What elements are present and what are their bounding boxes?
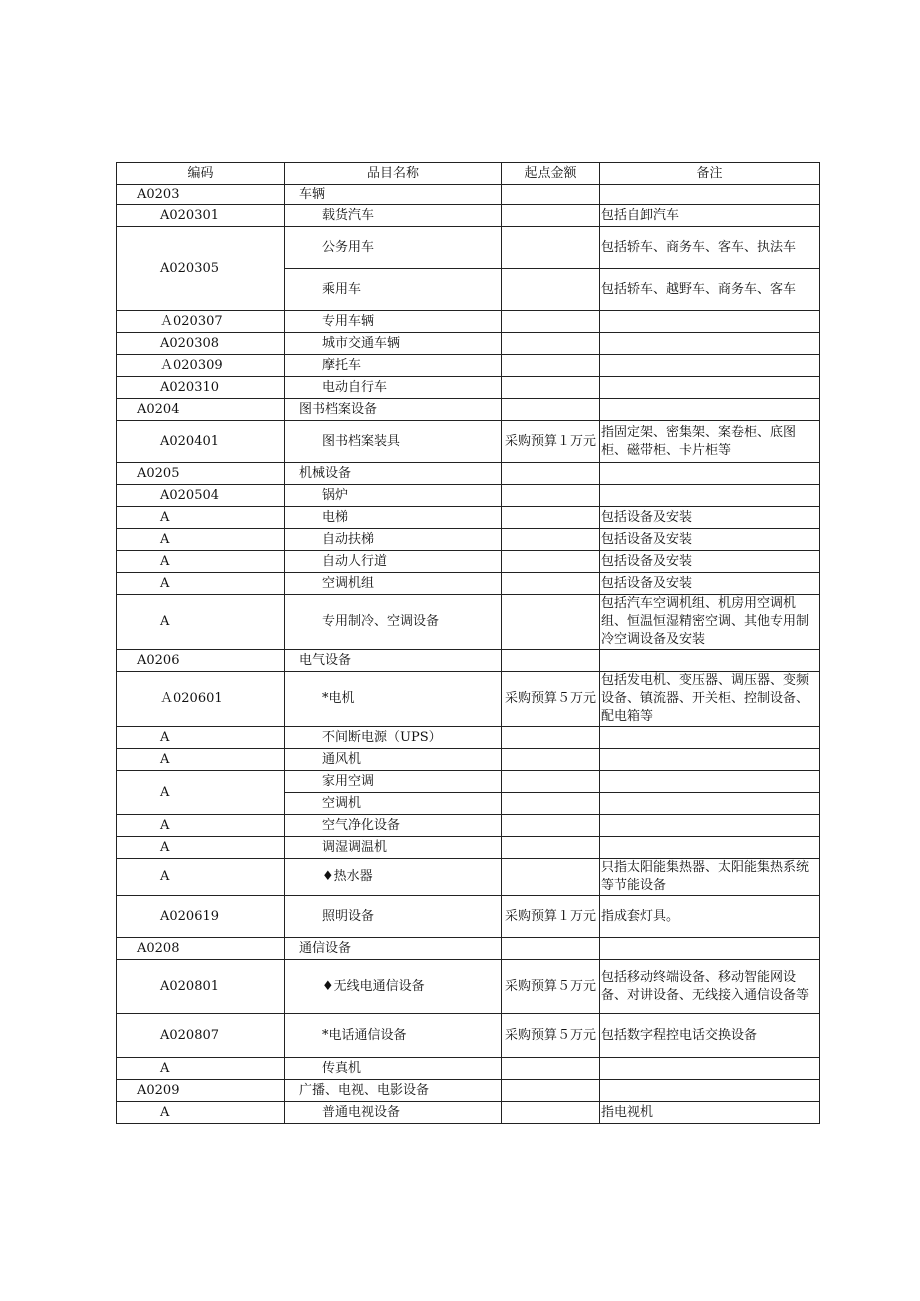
- cell-code: A: [117, 1058, 285, 1080]
- table-row: [117, 1014, 820, 1058]
- cell-amount: 采购预算１万元: [502, 896, 600, 938]
- cell-note: 只指太阳能集热器、太阳能集热系统等节能设备: [600, 859, 820, 896]
- cell-note: [600, 837, 820, 859]
- cell-code: A0204: [117, 399, 285, 421]
- cell-code: A0208: [117, 938, 285, 960]
- cell-note: [600, 355, 820, 377]
- cell-amount: [502, 595, 600, 650]
- cell-name: 公务用车: [285, 227, 502, 269]
- cell-name: 专用车辆: [285, 311, 502, 333]
- table-row: [117, 399, 820, 421]
- cell-name: 空调机组: [285, 573, 502, 595]
- cell-amount: 采购预算１万元: [502, 421, 600, 463]
- cell-amount: [502, 837, 600, 859]
- cell-code: A020301: [117, 205, 285, 227]
- cell-code: A: [117, 507, 285, 529]
- cell-note: [600, 650, 820, 672]
- table-row: [117, 1080, 820, 1102]
- table-row: [117, 1058, 820, 1080]
- cell-code: A0209: [117, 1080, 285, 1102]
- cell-note: 包括汽车空调机组、机房用空调机组、恒温恒湿精密空调、其他专用制冷空调设备及安装: [600, 595, 820, 650]
- header-amount: 起点金额: [502, 163, 600, 185]
- cell-amount: [502, 399, 600, 421]
- cell-amount: [502, 859, 600, 896]
- cell-code: A020401: [117, 421, 285, 463]
- cell-name: 普通电视设备: [285, 1102, 502, 1124]
- cell-name: 广播、电视、电影设备: [285, 1080, 502, 1102]
- cell-amount: [502, 1080, 600, 1102]
- cell-code: A: [117, 859, 285, 896]
- cell-amount: [502, 507, 600, 529]
- cell-code: A: [117, 837, 285, 859]
- cell-amount: [502, 333, 600, 355]
- table-row: [117, 333, 820, 355]
- cell-name: 图书档案装具: [285, 421, 502, 463]
- cell-code: A020807: [117, 1014, 285, 1058]
- cell-name: ♦热水器: [285, 859, 502, 896]
- cell-amount: [502, 1102, 600, 1124]
- cell-note: 包括自卸汽车: [600, 205, 820, 227]
- cell-note: [600, 793, 820, 815]
- header-name: 品目名称: [285, 163, 502, 185]
- cell-name: 通风机: [285, 749, 502, 771]
- cell-code: Ａ020601: [117, 672, 285, 727]
- cell-note: [600, 1080, 820, 1102]
- cell-amount: [502, 650, 600, 672]
- cell-code: A: [117, 727, 285, 749]
- cell-code: A020801: [117, 960, 285, 1014]
- cell-name: 专用制冷、空调设备: [285, 595, 502, 650]
- table-row: [117, 551, 820, 573]
- cell-code: A: [117, 551, 285, 573]
- cell-amount: [502, 377, 600, 399]
- cell-name: 乘用车: [285, 269, 502, 311]
- table-row: [117, 749, 820, 771]
- table-row: [117, 837, 820, 859]
- cell-note: [600, 727, 820, 749]
- cell-code: A020619: [117, 896, 285, 938]
- cell-amount: [502, 269, 600, 311]
- cell-name: *电话通信设备: [285, 1014, 502, 1058]
- table-row: [117, 205, 820, 227]
- cell-name: 载货汽车: [285, 205, 502, 227]
- cell-note: [600, 771, 820, 793]
- table-row: [117, 859, 820, 896]
- cell-code: A0205: [117, 463, 285, 485]
- cell-note: 包括设备及安装: [600, 507, 820, 529]
- cell-name: 调湿调温机: [285, 837, 502, 859]
- cell-amount: [502, 1058, 600, 1080]
- cell-name: 电动自行车: [285, 377, 502, 399]
- cell-note: [600, 463, 820, 485]
- cell-amount: [502, 227, 600, 269]
- table-row: [117, 938, 820, 960]
- table-row: [117, 727, 820, 749]
- table-row: [117, 185, 820, 205]
- cell-code: A: [117, 749, 285, 771]
- cell-code: A: [117, 771, 285, 815]
- cell-code: A: [117, 815, 285, 837]
- cell-name: ♦无线电通信设备: [285, 960, 502, 1014]
- cell-code: A020308: [117, 333, 285, 355]
- cell-name: 通信设备: [285, 938, 502, 960]
- table-row: [117, 896, 820, 938]
- cell-note: [600, 815, 820, 837]
- cell-name: 车辆: [285, 185, 502, 205]
- cell-name: 自动人行道: [285, 551, 502, 573]
- cell-amount: [502, 573, 600, 595]
- cell-note: [600, 333, 820, 355]
- table-row: [117, 485, 820, 507]
- cell-amount: 采购预算５万元: [502, 1014, 600, 1058]
- cell-note: 包括轿车、越野车、商务车、客车: [600, 269, 820, 311]
- cell-note: 包括设备及安装: [600, 529, 820, 551]
- cell-code: A: [117, 595, 285, 650]
- cell-name: 家用空调: [285, 771, 502, 793]
- cell-code: A: [117, 1102, 285, 1124]
- cell-name: 空气净化设备: [285, 815, 502, 837]
- cell-note: 包括设备及安装: [600, 551, 820, 573]
- cell-code: A0203: [117, 185, 285, 205]
- table-row: [117, 960, 820, 1014]
- cell-amount: 采购预算５万元: [502, 672, 600, 727]
- cell-note: [600, 399, 820, 421]
- cell-name: 城市交通车辆: [285, 333, 502, 355]
- cell-amount: [502, 205, 600, 227]
- cell-name: *电机: [285, 672, 502, 727]
- cell-note: [600, 485, 820, 507]
- table-row: [117, 421, 820, 463]
- cell-amount: [502, 485, 600, 507]
- cell-note: [600, 185, 820, 205]
- cell-name: 机械设备: [285, 463, 502, 485]
- cell-note: 包括设备及安装: [600, 573, 820, 595]
- cell-amount: [502, 793, 600, 815]
- table-row: [117, 377, 820, 399]
- cell-note: 指固定架、密集架、案卷柜、底图柜、磁带柜、卡片柜等: [600, 421, 820, 463]
- cell-amount: [502, 815, 600, 837]
- cell-note: 包括发电机、变压器、调压器、变频设备、镇流器、开关柜、控制设备、配电箱等: [600, 672, 820, 727]
- cell-code: Ａ020309: [117, 355, 285, 377]
- cell-amount: [502, 749, 600, 771]
- header-code: 编码: [117, 163, 285, 185]
- cell-name: 不间断电源（UPS）: [285, 727, 502, 749]
- cell-name: 照明设备: [285, 896, 502, 938]
- table-row: [117, 507, 820, 529]
- cell-name: 自动扶梯: [285, 529, 502, 551]
- cell-note: 指电视机: [600, 1102, 820, 1124]
- table-row: [117, 672, 820, 727]
- cell-name: 摩托车: [285, 355, 502, 377]
- table-row: [117, 595, 820, 650]
- table-row: [117, 463, 820, 485]
- table-row: [117, 529, 820, 551]
- cell-name: 图书档案设备: [285, 399, 502, 421]
- cell-code: A020305: [117, 227, 285, 311]
- table-row: [117, 355, 820, 377]
- cell-amount: [502, 727, 600, 749]
- cell-name: 锅炉: [285, 485, 502, 507]
- cell-amount: [502, 355, 600, 377]
- cell-note: [600, 377, 820, 399]
- cell-name: 空调机: [285, 793, 502, 815]
- cell-code: A020310: [117, 377, 285, 399]
- table-row: [117, 650, 820, 672]
- cell-note: [600, 311, 820, 333]
- cell-note: 包括数字程控电话交换设备: [600, 1014, 820, 1058]
- cell-amount: [502, 463, 600, 485]
- cell-name: 传真机: [285, 1058, 502, 1080]
- cell-note: [600, 749, 820, 771]
- table-row: [117, 573, 820, 595]
- cell-amount: [502, 771, 600, 793]
- cell-code: A0206: [117, 650, 285, 672]
- header-row: [117, 163, 820, 185]
- cell-note: 包括移动终端设备、移动智能网设备、对讲设备、无线接入通信设备等: [600, 960, 820, 1014]
- cell-note: 包括轿车、商务车、客车、执法车: [600, 227, 820, 269]
- table-row: [117, 815, 820, 837]
- header-note: 备注: [600, 163, 820, 185]
- cell-amount: [502, 185, 600, 205]
- cell-note: [600, 938, 820, 960]
- cell-code: A: [117, 573, 285, 595]
- table-row: [117, 227, 820, 269]
- table-body: [117, 185, 820, 1124]
- cell-amount: 采购预算５万元: [502, 960, 600, 1014]
- cell-code: A020504: [117, 485, 285, 507]
- table-row: [117, 311, 820, 333]
- cell-note: 指成套灯具。: [600, 896, 820, 938]
- cell-note: [600, 1058, 820, 1080]
- cell-amount: [502, 311, 600, 333]
- cell-amount: [502, 938, 600, 960]
- cell-amount: [502, 551, 600, 573]
- table-row: [117, 771, 820, 793]
- cell-code: A: [117, 529, 285, 551]
- cell-amount: [502, 529, 600, 551]
- table-row: [117, 1102, 820, 1124]
- cell-name: 电气设备: [285, 650, 502, 672]
- cell-name: 电梯: [285, 507, 502, 529]
- catalog-table: [116, 162, 820, 1124]
- cell-code: Ａ020307: [117, 311, 285, 333]
